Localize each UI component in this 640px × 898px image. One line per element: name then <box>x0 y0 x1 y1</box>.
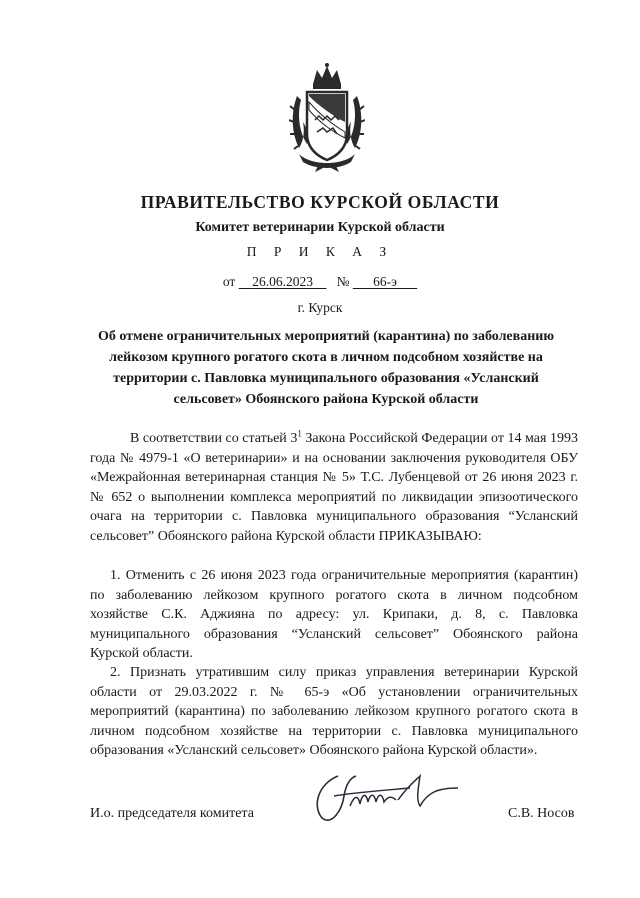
order-title: Об отмене ограничительных мероприятий (карантина) по заболеванию лейкозом крупного рогатого скота в личном подсобном хозяйстве на территории с. Павловка муниципального образования «Усланский сельсовет» Обоянского района Курской области <box>97 329 555 407</box>
order-number: 66-э <box>373 274 397 289</box>
preamble-paragraph: В соответствии со статьей $3^1$ Закона Российской Федерации от 14 мая 1993 года № 4979-1 «О ветеринарии» и на основании заключения руководителя ОБУ «Межрайонная ветеринарная станция № 5» Т.С. Лубенцевой от 26 июня 2023 г. № 652 о выполнении комплекса мероприятий по ликвидации эпизоотического очага на территории с. Павловка муниципального образования “Усланский сельсовет” Обоянского района Курской области ПРИКАЗЫВАЮ: <box>90 428 578 544</box>
government-name: ПРАВИТЕЛЬСТВО КУРСКОЙ ОБЛАСТИ <box>140 192 500 212</box>
signatory-name: С.В. Носов <box>508 806 575 821</box>
city: г. Курск <box>297 300 343 315</box>
date-prefix: от <box>222 274 236 289</box>
handwritten-signature <box>298 766 468 826</box>
document-type: П Р И К А З <box>246 244 394 259</box>
committee-name: Комитет ветеринарии Курской области <box>195 220 445 235</box>
date-number-line <box>0 274 640 290</box>
order-date: 26.06.2023 <box>252 274 313 289</box>
coat-of-arms-emblem <box>289 62 365 172</box>
signatory-position: И.о. председателя комитета <box>90 806 254 821</box>
order-item-2: 2. Признать утратившим силу приказ управления ветеринарии Курской области от 29.03.2022 г. № 65-э «Об установлении ограничительных мероприятий (карантина) по заболеванию лейкозом крупного рогатого скота в личном подсобном хозяйстве на территории с. Павловка муниципального образования «Усланский сельсовет» Обоянского района Курской области». <box>90 665 578 758</box>
article-superscript: 1 <box>297 428 302 439</box>
number-prefix: № <box>336 274 350 289</box>
order-item-1: 1. Отменить с 26 июня 2023 года ограничительные мероприятия (карантин) по заболеванию лейкозом крупного рогатого скота в личном подсобном хозяйстве С.К. Аджияна по адресу: ул. Крипаки, д. 8, с. Павловка муниципального образования “Усланский сельсовет” Обоянского района Курской области. <box>90 568 578 661</box>
